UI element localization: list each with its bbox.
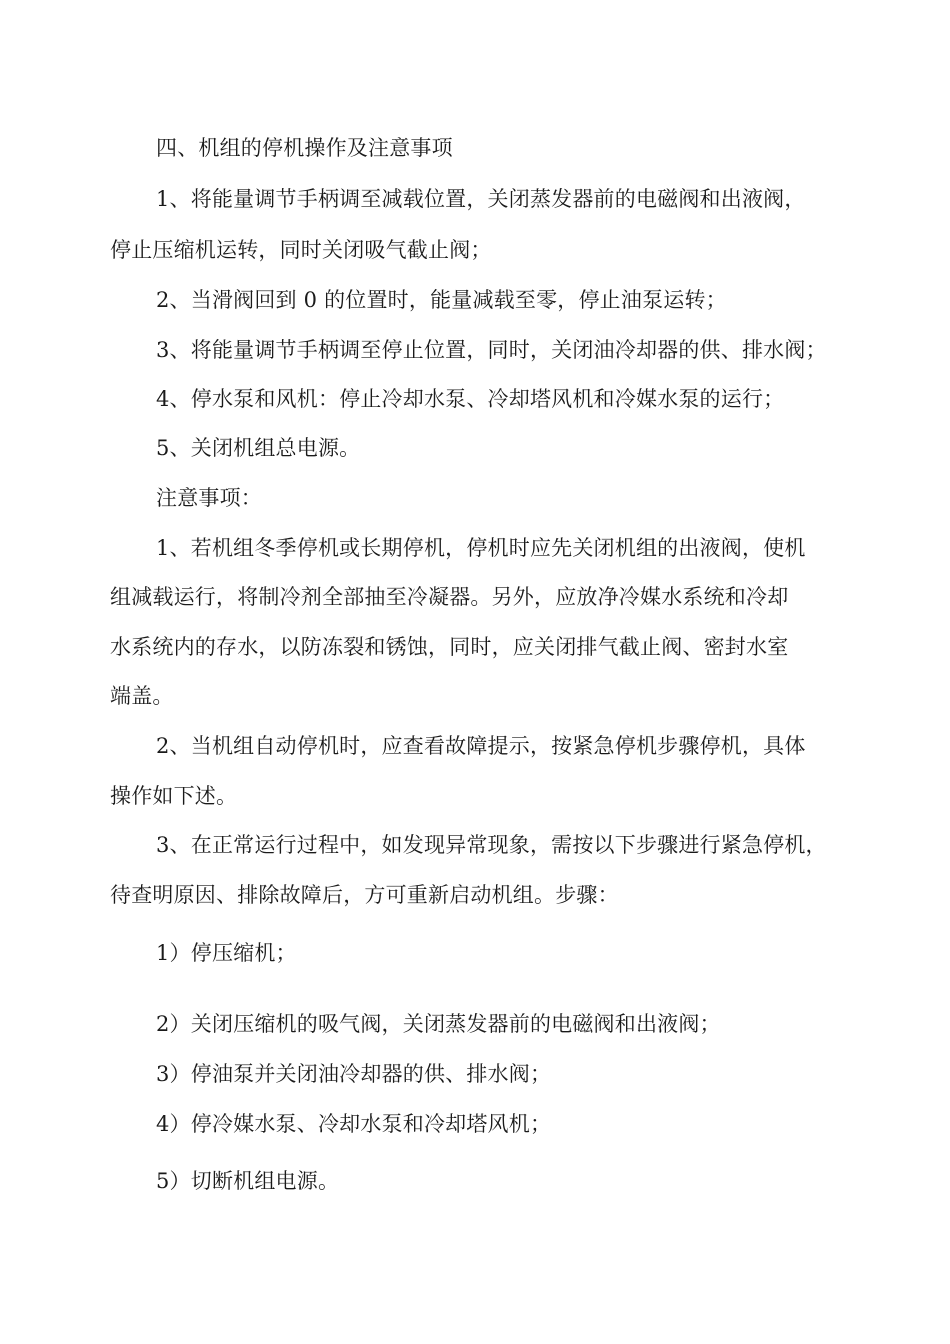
step-1-line-1: 1、将能量调节手柄调至减载位置，关闭蒸发器前的电磁阀和出液阀， <box>156 187 806 211</box>
note-3-line-1: 3、在正常运行过程中，如发现异常现象，需按以下步骤进行紧急停机， <box>156 833 827 857</box>
emergency-step-4: 4）停冷媒水泵、冷却水泵和冷却塔风机； <box>156 1112 552 1136</box>
step-2: 2、当滑阀回到 0 的位置时，能量减载至零，停止油泵运转； <box>156 288 727 312</box>
note-3-line-2: 待查明原因、排除故障后，方可重新启动机组。步骤： <box>110 883 619 907</box>
emergency-step-2: 2）关闭压缩机的吸气阀，关闭蒸发器前的电磁阀和出液阀； <box>156 1012 721 1036</box>
note-1-line-1: 1、若机组冬季停机或长期停机，停机时应先关闭机组的出液阀，使机 <box>156 536 806 560</box>
note-1-line-4: 端盖。 <box>110 684 174 708</box>
emergency-step-3: 3）停油泵并关闭油冷却器的供、排水阀； <box>156 1062 552 1086</box>
emergency-step-1: 1）停压缩机； <box>156 941 297 965</box>
step-5: 5、关闭机组总电源。 <box>156 436 361 460</box>
note-1-line-3: 水系统内的存水，以防冻裂和锈蚀，同时，应关闭排气截止阀、密封水室 <box>110 635 789 659</box>
step-3: 3、将能量调节手柄调至停止位置，同时，关闭油冷却器的供、排水阀； <box>156 338 827 362</box>
notes-heading: 注意事项： <box>156 486 262 510</box>
note-2-line-2: 操作如下述。 <box>110 784 238 808</box>
emergency-step-5: 5）切断机组电源。 <box>156 1169 340 1193</box>
note-1-line-2: 组减载运行，将制冷剂全部抽至冷凝器。另外，应放净冷媒水系统和冷却 <box>110 585 789 609</box>
step-1-line-2: 停止压缩机运转，同时关闭吸气截止阀； <box>110 238 492 262</box>
note-2-line-1: 2、当机组自动停机时，应查看故障提示，按紧急停机步骤停机，具体 <box>156 734 806 758</box>
section-heading: 四、机组的停机操作及注意事项 <box>156 136 453 160</box>
step-4: 4、停水泵和风机：停止冷却水泵、冷却塔风机和冷媒水泵的运行； <box>156 387 785 411</box>
